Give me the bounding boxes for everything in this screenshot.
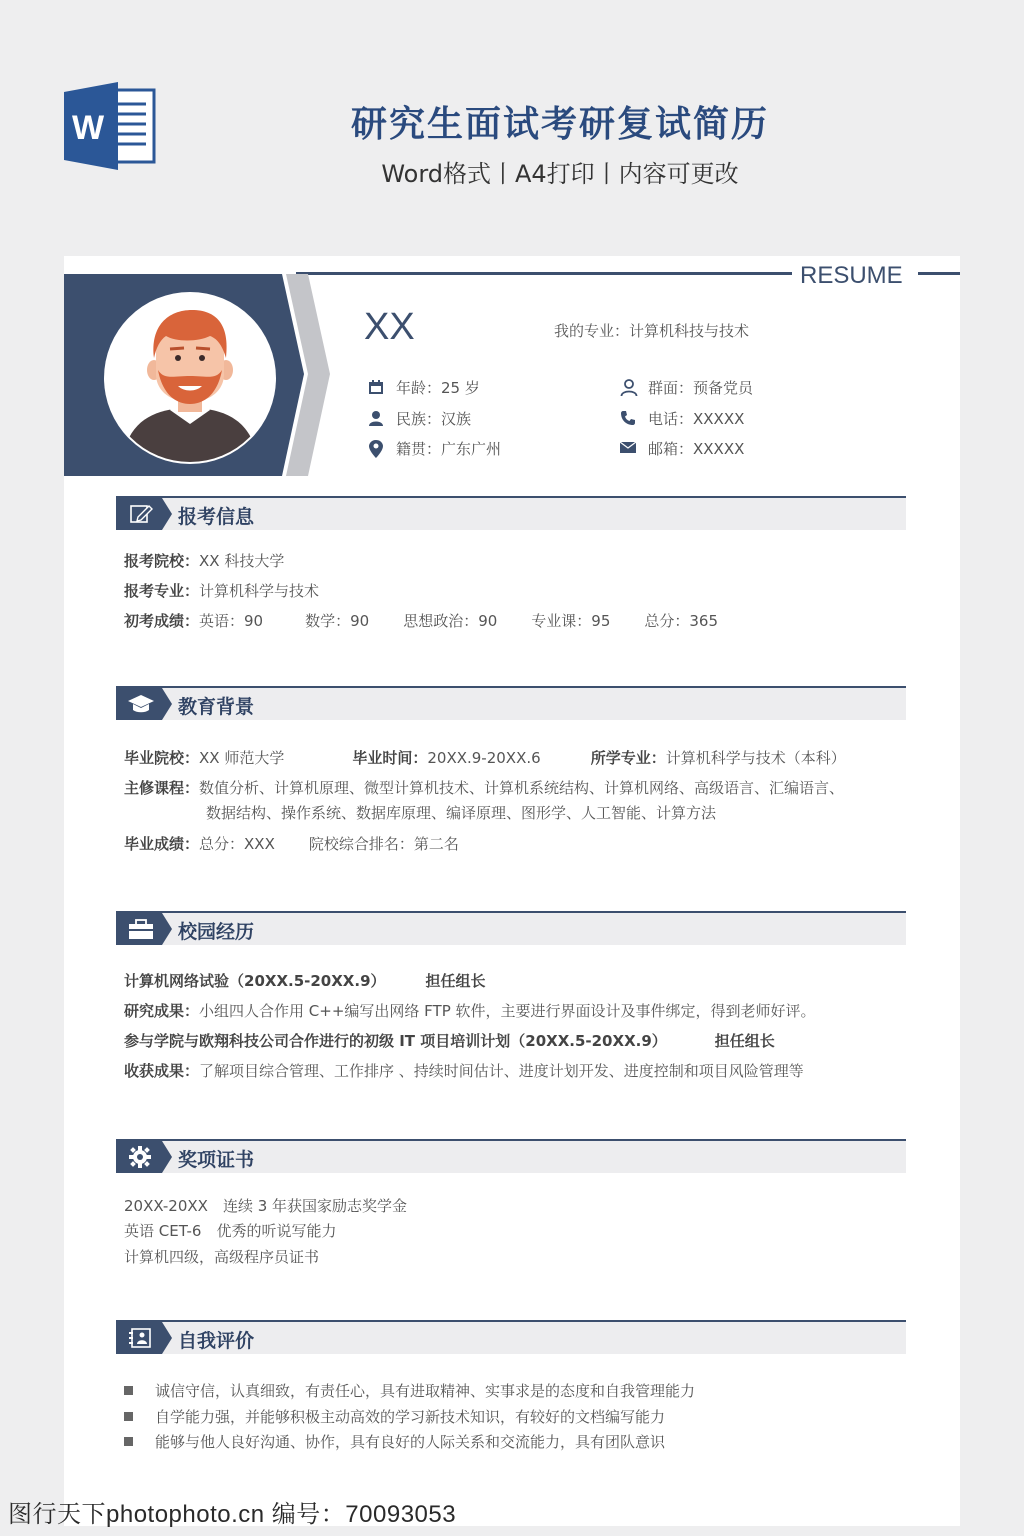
section-education-header — [116, 686, 906, 720]
resume-divider-right — [918, 272, 960, 275]
exam-major-value: 计算机科学与技术 — [199, 582, 320, 600]
campus-result-2-label: 收获成果： — [124, 1062, 200, 1080]
score-english: 英语：90 — [199, 612, 264, 630]
edu-line-1 — [124, 747, 846, 768]
self-item — [124, 1380, 695, 1401]
exam-major-line — [124, 580, 319, 601]
edu-courses-line — [124, 777, 844, 798]
campus-item-2-role: 担任组长 — [714, 1032, 775, 1050]
section-education-title: 教育背景 — [178, 696, 255, 718]
award-item: 英语 CET-6 优秀的听说写能力 — [124, 1222, 337, 1240]
profile-major: 我的专业：计算机科技与技术 — [554, 322, 750, 340]
resume-divider-left — [296, 272, 792, 275]
section-campus-title: 校园经历 — [178, 921, 255, 943]
edu-grade-label: 毕业成绩： — [124, 835, 200, 853]
edu-grade: 总分：XXX — [199, 835, 275, 853]
campus-item-1-role: 担任组长 — [425, 972, 486, 990]
info-party — [620, 377, 753, 398]
avatar — [104, 292, 276, 464]
info-phone-text: 电话：XXXXX — [648, 410, 745, 428]
self-item — [124, 1431, 665, 1452]
exam-score-label: 初考成绩： — [124, 612, 200, 630]
exam-score-line — [124, 610, 718, 631]
watermark: 图行天下photophoto.cn 编号：70093053 — [8, 1501, 457, 1528]
profile-name: XX — [364, 306, 415, 348]
info-phone — [620, 408, 744, 429]
info-email — [620, 438, 744, 459]
word-logo-icon — [64, 82, 156, 170]
exam-major-label: 报考专业： — [124, 582, 200, 600]
phone-icon — [620, 410, 638, 428]
section-self-title: 自我评价 — [178, 1330, 255, 1352]
edu-school-label: 毕业院校： — [124, 749, 200, 767]
edu-time: 20XX.9-20XX.6 — [427, 749, 541, 767]
exam-school-label: 报考院校： — [124, 552, 200, 570]
score-professional: 专业课：95 — [531, 612, 611, 630]
briefcase-icon — [116, 913, 176, 945]
campus-result-2 — [124, 1060, 804, 1081]
bullet-square-icon — [124, 1437, 133, 1446]
info-ethnic — [368, 408, 471, 429]
edu-time-label: 毕业时间： — [352, 749, 428, 767]
exam-school-value: XX 科技大学 — [199, 552, 285, 570]
info-age — [368, 377, 480, 398]
info-ethnic-text: 民族：汉族 — [396, 410, 472, 428]
score-total: 总分：365 — [644, 612, 719, 630]
award-item: 20XX-20XX 连续 3 年获国家励志奖学金 — [124, 1197, 408, 1215]
section-exam-title: 报考信息 — [178, 506, 255, 528]
section-campus-header — [116, 911, 906, 945]
location-pin-icon — [368, 440, 386, 458]
page-subtitle: Word格式丨A4打印丨内容可更改 — [381, 160, 739, 188]
word-logo-letter: W — [72, 109, 105, 147]
section-awards-header — [116, 1139, 906, 1173]
calendar-icon — [368, 379, 386, 397]
gear-icon — [116, 1141, 176, 1173]
info-party-text: 群面：预备党员 — [648, 379, 754, 397]
user-outline-icon — [620, 379, 638, 397]
campus-item-1-title: 计算机网络试验（20XX.5-20XX.9） — [124, 972, 386, 990]
info-origin — [368, 438, 501, 459]
campus-result-2-text: 了解项目综合管理、工作排序 、持续时间估计、进度计划开发、进度控制和项目风险管理等 — [199, 1062, 804, 1080]
bullet-square-icon — [124, 1386, 133, 1395]
edu-courses-1: 数值分析、计算机原理、微型计算机技术、计算机系统结构、计算机网络、高级语言、汇编语言、 — [199, 779, 845, 797]
campus-result-1-label: 研究成果： — [124, 1002, 200, 1020]
score-politics: 思想政治：90 — [403, 612, 498, 630]
info-age-text: 年龄：25 岁 — [396, 379, 480, 397]
edu-courses-label: 主修课程： — [124, 779, 200, 797]
edu-rank: 院校综合排名：第二名 — [308, 835, 459, 853]
award-item: 计算机四级，高级程序员证书 — [124, 1248, 320, 1266]
self-item — [124, 1406, 665, 1427]
edu-grade-line — [124, 833, 459, 854]
edu-major-label: 所学专业： — [590, 749, 666, 767]
info-origin-text: 籍贯：广东广州 — [396, 440, 502, 458]
self-item-text: 诚信守信，认真细致，有责任心，具有进取精神、实事求是的态度和自我管理能力 — [155, 1382, 696, 1400]
self-item-text: 自学能力强，并能够积极主动高效的学习新技术知识，有较好的文档编写能力 — [155, 1408, 666, 1426]
exam-school-line — [124, 550, 284, 571]
edu-school: XX 师范大学 — [199, 749, 285, 767]
edu-major: 计算机科学与技术（本科） — [665, 749, 846, 767]
score-math: 数学：90 — [305, 612, 370, 630]
self-item-text: 能够与他人良好沟通、协作，具有良好的人际关系和交流能力，具有团队意识 — [155, 1433, 666, 1451]
section-awards-title: 奖项证书 — [178, 1149, 255, 1171]
resume-label: RESUME — [800, 262, 903, 289]
edit-icon — [116, 498, 176, 530]
campus-item-1 — [124, 970, 486, 991]
section-self-header — [116, 1320, 906, 1354]
bullet-square-icon — [124, 1412, 133, 1421]
campus-result-1 — [124, 1000, 816, 1021]
envelope-icon — [620, 440, 638, 458]
campus-item-2 — [124, 1030, 775, 1051]
page-title: 研究生面试考研复试简历 — [350, 104, 769, 145]
edu-courses-2: 数据结构、操作系统、数据库原理、编译原理、图形学、人工智能、计算方法 — [206, 804, 717, 822]
section-exam-header — [116, 496, 906, 530]
person-icon — [368, 410, 386, 428]
info-email-text: 邮箱：XXXXX — [648, 440, 745, 458]
contact-book-icon — [116, 1322, 176, 1354]
campus-result-1-text: 小组四人合作用 C++编写出网络 FTP 软件，主要进行界面设计及事件绑定，得到老师好评。 — [199, 1002, 816, 1020]
graduation-cap-icon — [116, 688, 176, 720]
campus-item-2-title: 参与学院与欧翔科技公司合作进行的初级 IT 项目培训计划（20XX.5-20XX.9） — [124, 1032, 667, 1050]
